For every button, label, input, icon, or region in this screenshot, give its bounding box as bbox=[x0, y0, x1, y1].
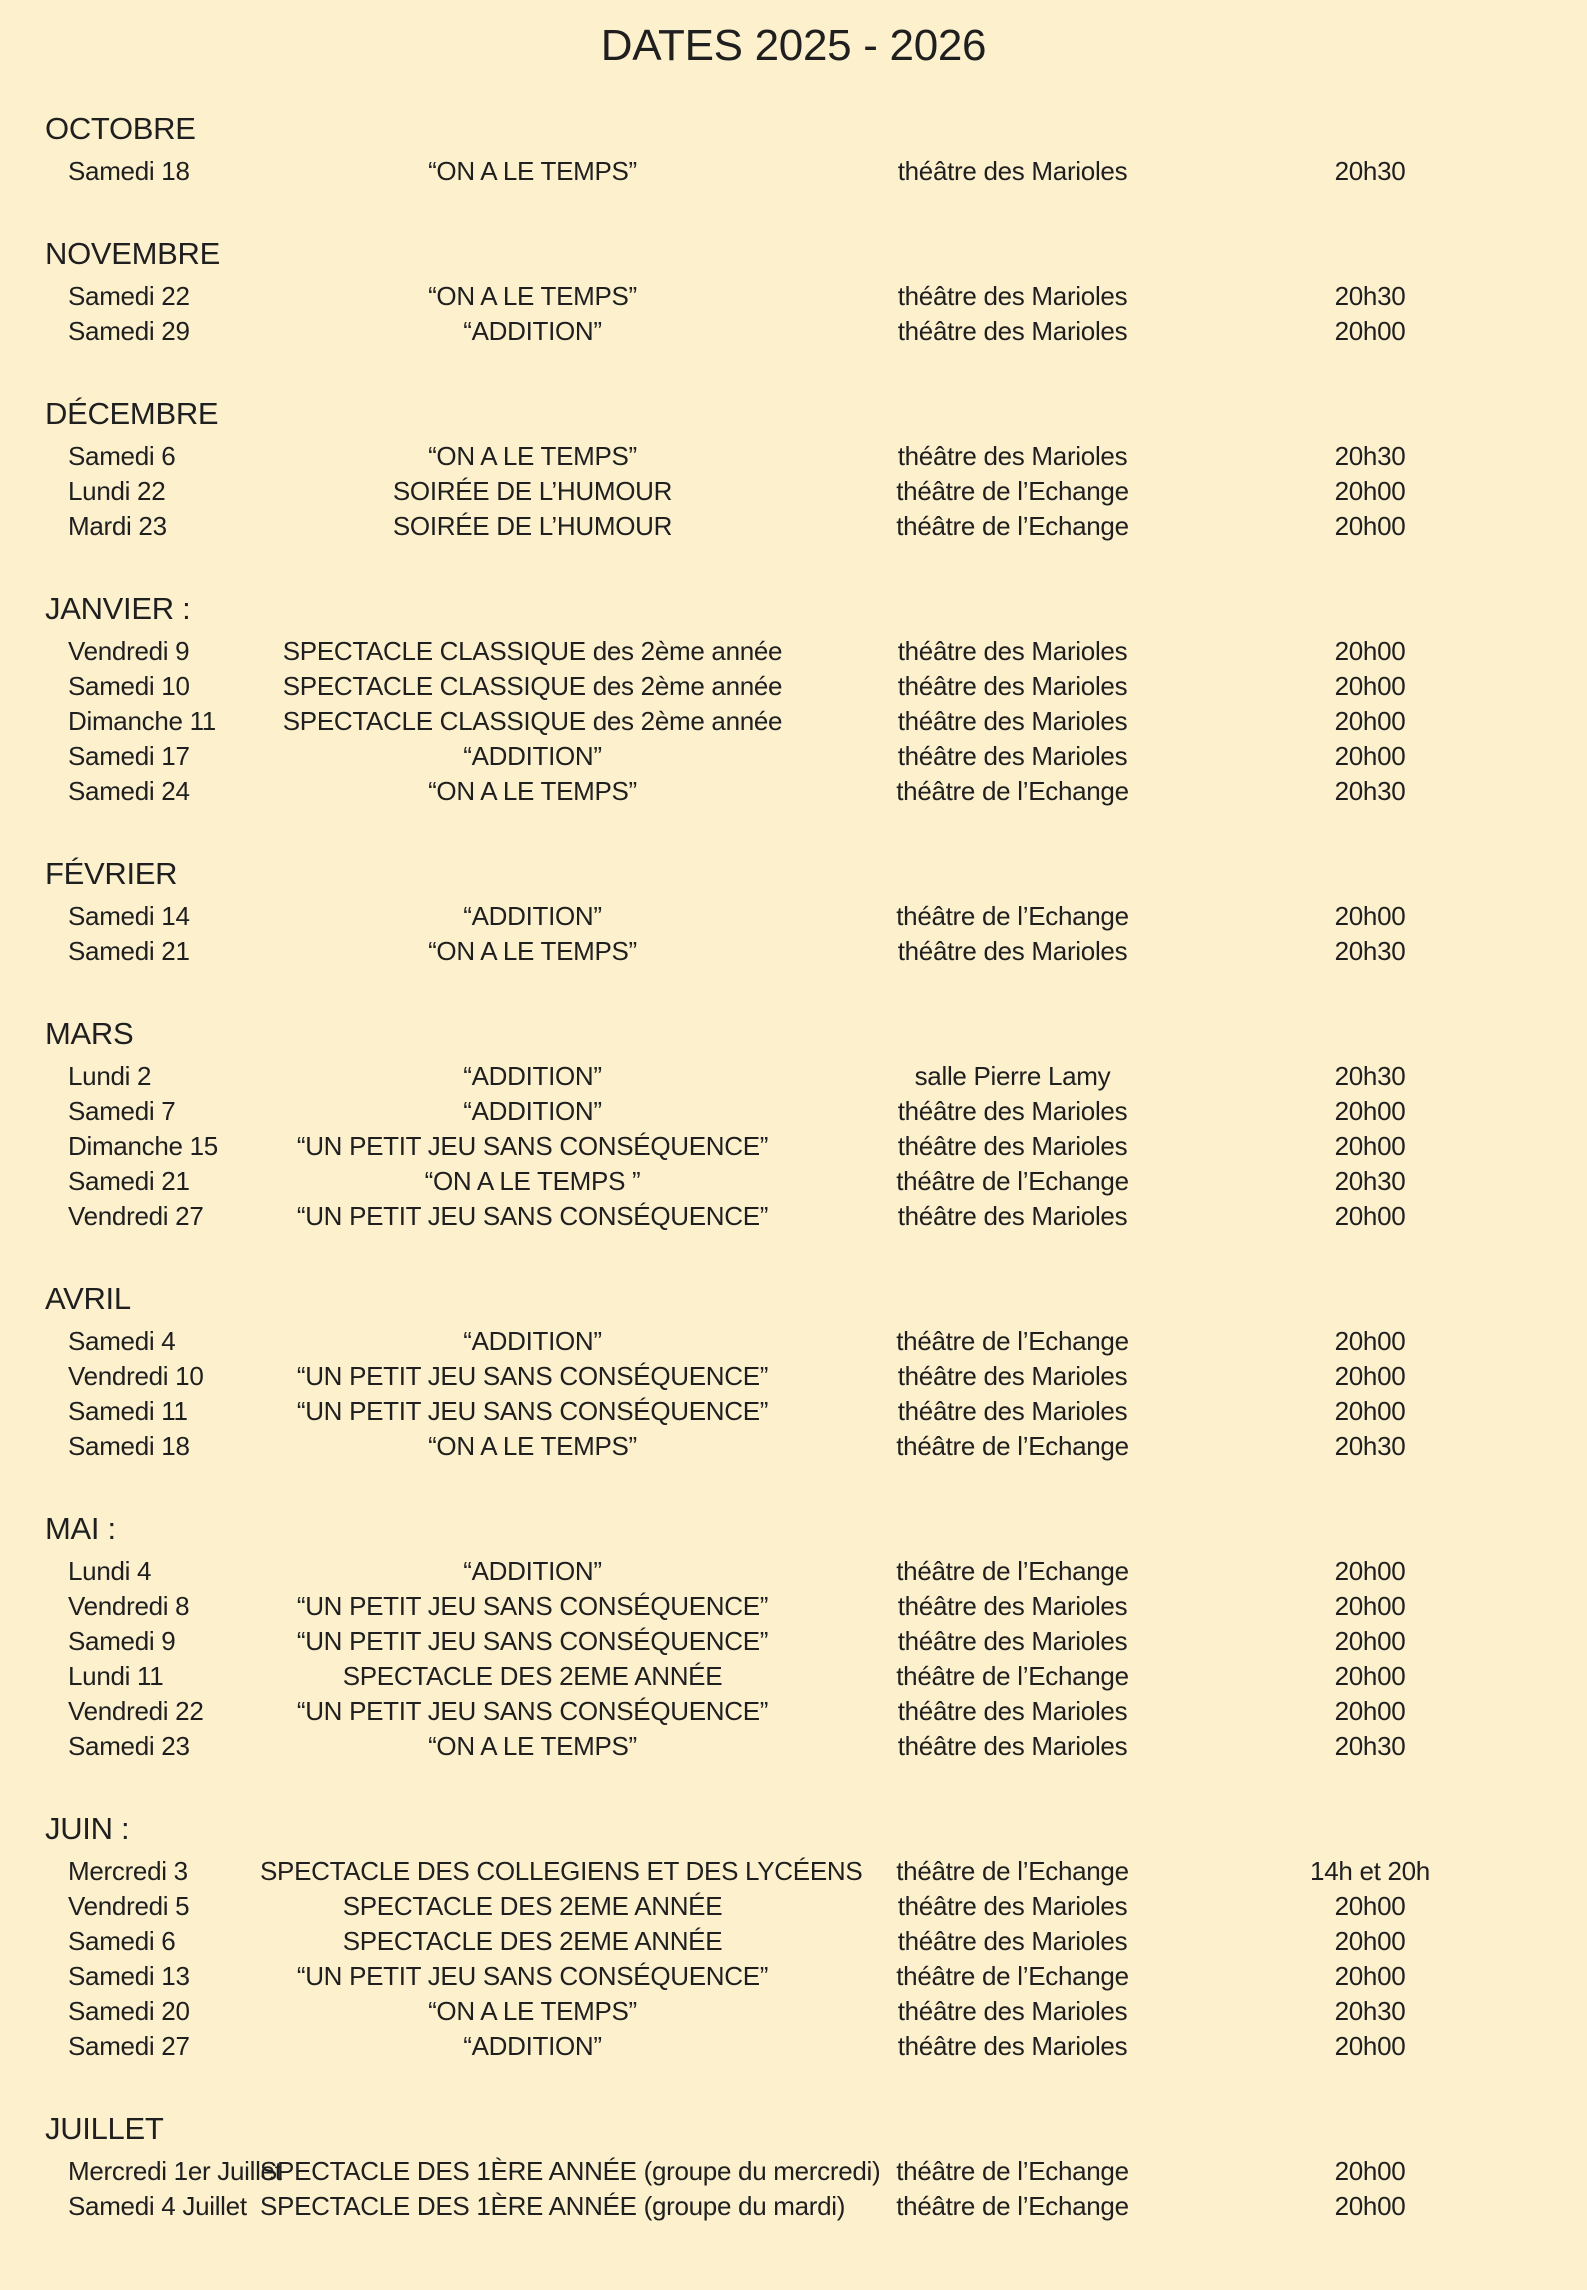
event-row bbox=[45, 669, 1587, 704]
event-show: “UN PETIT JEU SANS CONSÉQUENCE” bbox=[296, 1361, 769, 1391]
event-day: Samedi 11 bbox=[68, 1396, 188, 1426]
event-day: Samedi 20 bbox=[68, 1996, 190, 2026]
event-show: “ADDITION” bbox=[463, 741, 602, 771]
event-show: SPECTACLE CLASSIQUE des 2ème année bbox=[282, 636, 783, 666]
event-row bbox=[45, 774, 1587, 809]
event-row bbox=[45, 1359, 1587, 1394]
event-show: SPECTACLE DES 1ÈRE ANNÉE (groupe du mercredi) bbox=[260, 2156, 881, 2186]
event-venue: théâtre des Marioles bbox=[897, 281, 1128, 311]
event-day: Samedi 14 bbox=[68, 901, 190, 931]
event-show: “UN PETIT JEU SANS CONSÉQUENCE” bbox=[296, 1626, 769, 1656]
event-day: Samedi 4 Juillet bbox=[68, 2191, 247, 2221]
event-day: Samedi 23 bbox=[68, 1731, 190, 1761]
event-time: 20h30 bbox=[1334, 281, 1406, 311]
month-section-juillet bbox=[45, 2110, 1587, 2224]
event-show: “ADDITION” bbox=[463, 2031, 602, 2061]
event-show: “ON A LE TEMPS” bbox=[428, 1731, 637, 1761]
event-day: Mercredi 3 bbox=[68, 1856, 188, 1886]
event-day: Vendredi 8 bbox=[68, 1591, 190, 1621]
event-time: 20h00 bbox=[1334, 511, 1406, 541]
event-venue: théâtre des Marioles bbox=[897, 1731, 1128, 1761]
event-row bbox=[45, 154, 1587, 189]
event-venue: théâtre de l’Echange bbox=[896, 1166, 1129, 1196]
event-show: SPECTACLE DES 2EME ANNÉE bbox=[342, 1926, 723, 1956]
month-heading: MARS bbox=[45, 1016, 134, 1051]
event-time: 20h30 bbox=[1334, 1996, 1406, 2026]
event-row bbox=[45, 1659, 1587, 1694]
month-heading: OCTOBRE bbox=[45, 111, 196, 146]
event-row bbox=[45, 1129, 1587, 1164]
month-heading: AVRIL bbox=[45, 1281, 131, 1316]
event-venue: théâtre des Marioles bbox=[897, 1591, 1128, 1621]
event-time: 20h00 bbox=[1334, 1591, 1406, 1621]
event-show: “ADDITION” bbox=[463, 316, 602, 346]
event-row bbox=[45, 739, 1587, 774]
event-venue: théâtre de l’Echange bbox=[896, 1961, 1129, 1991]
event-time: 20h00 bbox=[1334, 636, 1406, 666]
event-venue: théâtre des Marioles bbox=[897, 1096, 1128, 1126]
event-venue: théâtre des Marioles bbox=[897, 1696, 1128, 1726]
month-section-novembre bbox=[45, 235, 1587, 349]
event-show: “ADDITION” bbox=[463, 901, 602, 931]
event-day: Samedi 27 bbox=[68, 2031, 190, 2061]
month-heading: JUIN : bbox=[45, 1811, 130, 1846]
month-heading: JANVIER : bbox=[45, 591, 191, 626]
event-day: Mardi 23 bbox=[68, 511, 167, 541]
event-row bbox=[45, 474, 1587, 509]
event-venue: théâtre des Marioles bbox=[897, 741, 1128, 771]
event-venue: théâtre des Marioles bbox=[897, 1131, 1128, 1161]
event-day: Samedi 18 bbox=[68, 1431, 190, 1461]
event-time: 20h00 bbox=[1334, 2156, 1406, 2186]
event-row bbox=[45, 439, 1587, 474]
event-row bbox=[45, 2029, 1587, 2064]
event-day: Samedi 9 bbox=[68, 1626, 176, 1656]
event-venue: théâtre des Marioles bbox=[897, 316, 1128, 346]
event-row bbox=[45, 279, 1587, 314]
event-venue: théâtre des Marioles bbox=[897, 2031, 1128, 2061]
event-show: “ADDITION” bbox=[463, 1061, 602, 1091]
event-venue: théâtre des Marioles bbox=[897, 156, 1128, 186]
event-venue: théâtre de l’Echange bbox=[896, 476, 1129, 506]
event-venue: théâtre de l’Echange bbox=[896, 1856, 1129, 1886]
event-venue: théâtre des Marioles bbox=[897, 441, 1128, 471]
event-show: “ON A LE TEMPS ” bbox=[424, 1166, 641, 1196]
event-venue: théâtre de l’Echange bbox=[896, 2191, 1129, 2221]
event-day: Lundi 4 bbox=[68, 1556, 152, 1586]
event-row bbox=[45, 1324, 1587, 1359]
event-day: Vendredi 9 bbox=[68, 636, 190, 666]
event-time: 20h30 bbox=[1334, 1061, 1406, 1091]
month-section-octobre bbox=[45, 110, 1587, 189]
event-venue: théâtre de l’Echange bbox=[896, 901, 1129, 931]
event-show: “ADDITION” bbox=[463, 1326, 602, 1356]
month-heading: DÉCEMBRE bbox=[45, 396, 219, 431]
event-row bbox=[45, 934, 1587, 969]
event-time: 20h30 bbox=[1334, 1731, 1406, 1761]
event-time: 20h00 bbox=[1334, 1396, 1406, 1426]
month-heading: JUILLET bbox=[45, 2111, 164, 2146]
event-row bbox=[45, 1429, 1587, 1464]
event-day: Samedi 13 bbox=[68, 1961, 190, 1991]
month-heading: NOVEMBRE bbox=[45, 236, 221, 271]
event-row bbox=[45, 1694, 1587, 1729]
event-show: SPECTACLE CLASSIQUE des 2ème année bbox=[282, 706, 783, 736]
event-day: Vendredi 10 bbox=[68, 1361, 204, 1391]
event-day: Samedi 24 bbox=[68, 776, 190, 806]
event-show: SOIRÉE DE L’HUMOUR bbox=[392, 476, 673, 506]
month-section-d-cembre bbox=[45, 395, 1587, 544]
event-venue: théâtre des Marioles bbox=[897, 1361, 1128, 1391]
event-show: “ON A LE TEMPS” bbox=[428, 441, 637, 471]
event-row bbox=[45, 1994, 1587, 2029]
event-day: Samedi 21 bbox=[68, 1166, 190, 1196]
event-row bbox=[45, 1729, 1587, 1764]
event-day: Lundi 22 bbox=[68, 476, 166, 506]
event-venue: théâtre de l’Echange bbox=[896, 776, 1129, 806]
event-day: Samedi 29 bbox=[68, 316, 190, 346]
event-row bbox=[45, 899, 1587, 934]
event-venue: théâtre des Marioles bbox=[897, 706, 1128, 736]
month-section-mai bbox=[45, 1510, 1587, 1764]
event-row bbox=[45, 1094, 1587, 1129]
page-title: DATES 2025 - 2026 bbox=[600, 21, 987, 70]
event-time: 20h00 bbox=[1334, 706, 1406, 736]
event-row bbox=[45, 314, 1587, 349]
event-time: 20h00 bbox=[1334, 1661, 1406, 1691]
event-day: Samedi 22 bbox=[68, 281, 190, 311]
event-day: Lundi 11 bbox=[68, 1661, 164, 1691]
event-venue: théâtre de l’Echange bbox=[896, 2156, 1129, 2186]
event-show: “ON A LE TEMPS” bbox=[428, 156, 637, 186]
event-time: 20h00 bbox=[1334, 1201, 1406, 1231]
event-show: “UN PETIT JEU SANS CONSÉQUENCE” bbox=[296, 1961, 769, 1991]
event-venue: théâtre de l’Echange bbox=[896, 1556, 1129, 1586]
event-show: “UN PETIT JEU SANS CONSÉQUENCE” bbox=[296, 1696, 769, 1726]
event-time: 20h30 bbox=[1334, 441, 1406, 471]
event-row bbox=[45, 2189, 1587, 2224]
event-time: 20h00 bbox=[1334, 1131, 1406, 1161]
event-time: 20h30 bbox=[1334, 156, 1406, 186]
event-row bbox=[45, 1199, 1587, 1234]
event-time: 20h30 bbox=[1334, 1431, 1406, 1461]
event-day: Vendredi 5 bbox=[68, 1891, 190, 1921]
event-time: 20h00 bbox=[1334, 1361, 1406, 1391]
event-day: Samedi 18 bbox=[68, 156, 190, 186]
event-row bbox=[45, 704, 1587, 739]
event-venue: théâtre des Marioles bbox=[897, 1891, 1128, 1921]
event-time: 20h00 bbox=[1334, 2031, 1406, 2061]
month-section-janvier bbox=[45, 590, 1587, 809]
event-row bbox=[45, 1394, 1587, 1429]
event-time: 14h et 20h bbox=[1310, 1856, 1430, 1886]
month-section-juin bbox=[45, 1810, 1587, 2064]
event-show: SOIRÉE DE L’HUMOUR bbox=[392, 511, 673, 541]
event-row bbox=[45, 1924, 1587, 1959]
event-show: SPECTACLE DES COLLEGIENS ET DES LYCÉENS bbox=[260, 1856, 863, 1886]
event-show: “ON A LE TEMPS” bbox=[428, 936, 637, 966]
event-show: SPECTACLE DES 1ÈRE ANNÉE (groupe du mardi) bbox=[260, 2191, 846, 2221]
event-venue: théâtre des Marioles bbox=[897, 936, 1128, 966]
event-venue: théâtre des Marioles bbox=[897, 1201, 1128, 1231]
event-venue: théâtre de l’Echange bbox=[896, 1661, 1129, 1691]
month-heading: FÉVRIER bbox=[45, 856, 178, 891]
event-time: 20h30 bbox=[1334, 936, 1406, 966]
event-venue: théâtre des Marioles bbox=[897, 1626, 1128, 1656]
event-time: 20h00 bbox=[1334, 1891, 1406, 1921]
event-day: Dimanche 11 bbox=[68, 706, 216, 736]
event-show: SPECTACLE CLASSIQUE des 2ème année bbox=[282, 671, 783, 701]
event-time: 20h00 bbox=[1334, 1926, 1406, 1956]
event-venue: théâtre des Marioles bbox=[897, 671, 1128, 701]
event-time: 20h00 bbox=[1334, 476, 1406, 506]
event-row bbox=[45, 1059, 1587, 1094]
event-venue: théâtre des Marioles bbox=[897, 1926, 1128, 1956]
event-time: 20h00 bbox=[1334, 1556, 1406, 1586]
event-venue: salle Pierre Lamy bbox=[914, 1061, 1111, 1091]
event-day: Dimanche 15 bbox=[68, 1131, 218, 1161]
event-row bbox=[45, 1889, 1587, 1924]
event-row bbox=[45, 1554, 1587, 1589]
event-show: “ADDITION” bbox=[463, 1556, 602, 1586]
event-venue: théâtre des Marioles bbox=[897, 1996, 1128, 2026]
event-show: “UN PETIT JEU SANS CONSÉQUENCE” bbox=[296, 1131, 769, 1161]
event-show: “ON A LE TEMPS” bbox=[428, 281, 637, 311]
event-day: Samedi 21 bbox=[68, 936, 190, 966]
event-time: 20h00 bbox=[1334, 1326, 1406, 1356]
event-venue: théâtre des Marioles bbox=[897, 1396, 1128, 1426]
month-heading: MAI : bbox=[45, 1511, 116, 1546]
event-venue: théâtre des Marioles bbox=[897, 636, 1128, 666]
event-time: 20h00 bbox=[1334, 671, 1406, 701]
event-time: 20h00 bbox=[1334, 2191, 1406, 2221]
event-venue: théâtre de l’Echange bbox=[896, 1326, 1129, 1356]
event-time: 20h00 bbox=[1334, 901, 1406, 931]
event-row bbox=[45, 1854, 1587, 1889]
event-time: 20h00 bbox=[1334, 1961, 1406, 1991]
event-show: “ON A LE TEMPS” bbox=[428, 1996, 637, 2026]
event-time: 20h00 bbox=[1334, 1096, 1406, 1126]
event-show: “ADDITION” bbox=[463, 1096, 602, 1126]
event-venue: théâtre de l’Echange bbox=[896, 1431, 1129, 1461]
event-row bbox=[45, 634, 1587, 669]
event-day: Samedi 6 bbox=[68, 441, 176, 471]
event-day: Lundi 2 bbox=[68, 1061, 152, 1091]
event-show: “UN PETIT JEU SANS CONSÉQUENCE” bbox=[296, 1396, 769, 1426]
event-day: Mercredi 1er Juillet bbox=[68, 2156, 282, 2186]
event-row bbox=[45, 509, 1587, 544]
month-section-f-vrier bbox=[45, 855, 1587, 969]
event-day: Samedi 17 bbox=[68, 741, 190, 771]
event-show: SPECTACLE DES 2EME ANNÉE bbox=[342, 1661, 723, 1691]
month-section-mars bbox=[45, 1015, 1587, 1234]
event-row bbox=[45, 2154, 1587, 2189]
event-show: SPECTACLE DES 2EME ANNÉE bbox=[342, 1891, 723, 1921]
event-show: “ON A LE TEMPS” bbox=[428, 1431, 637, 1461]
event-time: 20h30 bbox=[1334, 1166, 1406, 1196]
event-show: “ON A LE TEMPS” bbox=[428, 776, 637, 806]
schedule-sections bbox=[0, 110, 1587, 2224]
event-day: Samedi 6 bbox=[68, 1926, 176, 1956]
event-day: Vendredi 27 bbox=[68, 1201, 204, 1231]
event-row bbox=[45, 1589, 1587, 1624]
event-time: 20h00 bbox=[1334, 741, 1406, 771]
event-day: Samedi 10 bbox=[68, 671, 190, 701]
event-time: 20h00 bbox=[1334, 1626, 1406, 1656]
month-section-avril bbox=[45, 1280, 1587, 1464]
event-row bbox=[45, 1959, 1587, 1994]
event-day: Samedi 7 bbox=[68, 1096, 176, 1126]
event-venue: théâtre de l’Echange bbox=[896, 511, 1129, 541]
event-time: 20h00 bbox=[1334, 1696, 1406, 1726]
event-row bbox=[45, 1164, 1587, 1199]
event-show: “UN PETIT JEU SANS CONSÉQUENCE” bbox=[296, 1201, 769, 1231]
event-show: “UN PETIT JEU SANS CONSÉQUENCE” bbox=[296, 1591, 769, 1621]
event-time: 20h30 bbox=[1334, 776, 1406, 806]
event-day: Samedi 4 bbox=[68, 1326, 176, 1356]
event-time: 20h00 bbox=[1334, 316, 1406, 346]
event-row bbox=[45, 1624, 1587, 1659]
event-day: Vendredi 22 bbox=[68, 1696, 204, 1726]
